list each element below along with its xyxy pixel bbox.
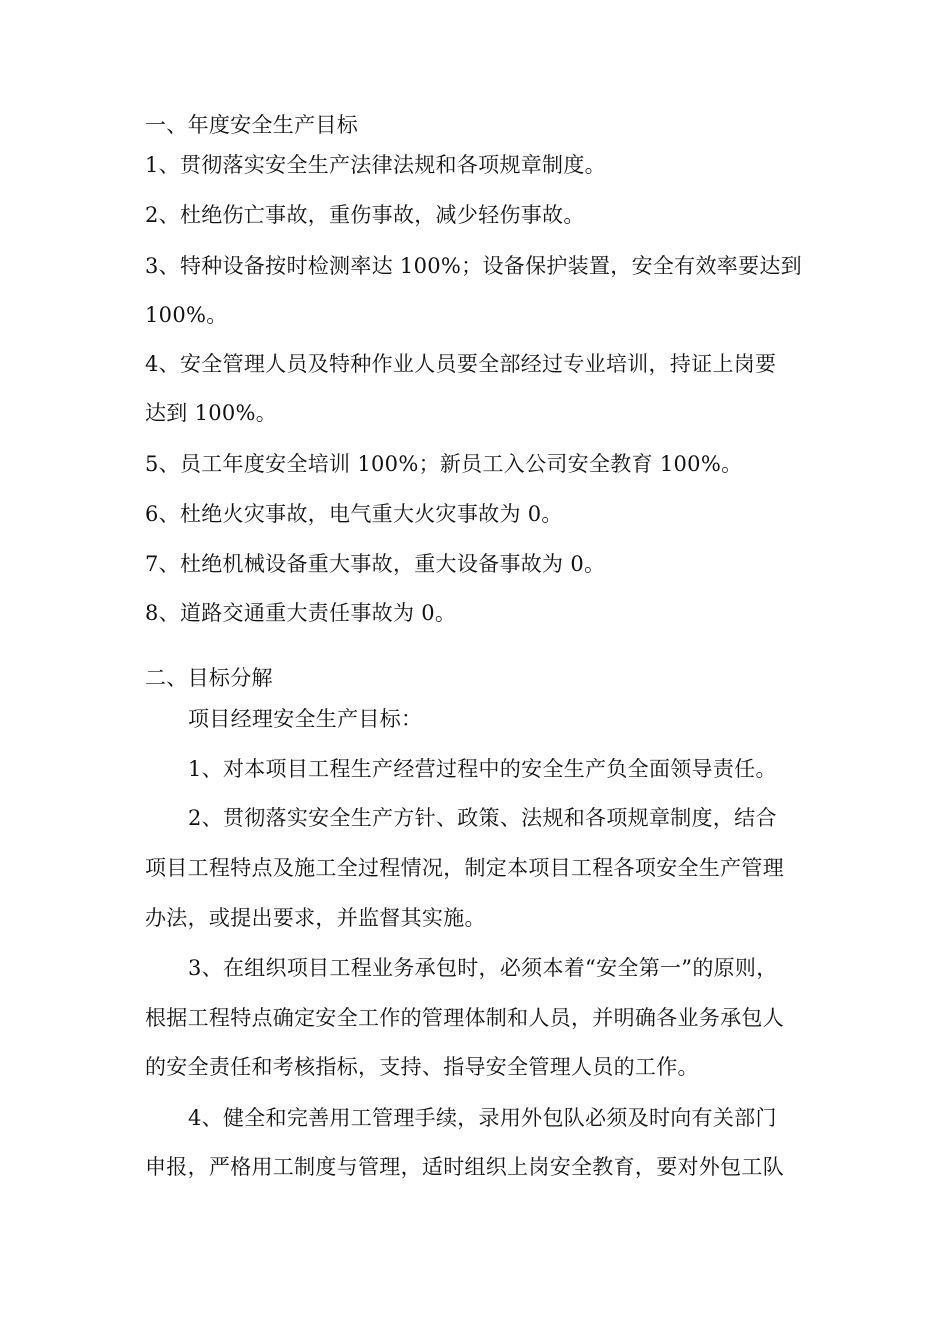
goal-line-7: 7、杜绝机械设备重大事故，重大设备事故为 0。: [145, 552, 606, 576]
goal-line-4: 4、安全管理人员及特种作业人员要全部经过专业培训，持证上岗要: [145, 352, 777, 376]
manager-line-2-cont-2: 办法，或提出要求，并监督其实施。: [145, 906, 486, 930]
manager-line-4: 4、健全和完善用工管理手续，录用外包队必须及时向有关部门: [188, 1106, 777, 1130]
section-2-subheading: 项目经理安全生产目标：: [188, 707, 423, 731]
goal-line-4-cont: 达到 100%。: [145, 401, 278, 425]
section-2-heading: 二、目标分解: [145, 666, 273, 690]
goal-line-3-cont: 100%。: [145, 303, 228, 327]
goal-line-2: 2、杜绝伤亡事故，重伤事故，减少轻伤事故。: [145, 203, 585, 227]
goal-line-5: 5、员工年度安全培训 100%；新员工入公司安全教育 100%。: [145, 452, 743, 476]
manager-line-3-cont-1: 根据工程特点确定安全工作的管理体制和人员，并明确各业务承包人: [145, 1006, 784, 1030]
manager-line-1: 1、对本项目工程生产经营过程中的安全生产负全面领导责任。: [188, 757, 777, 781]
manager-line-3: 3、在组织项目工程业务承包时，必须本着“安全第一”的原则，: [188, 956, 778, 980]
manager-line-3-cont-2: 的安全责任和考核指标，支持、指导安全管理人员的工作。: [145, 1055, 699, 1079]
section-1-heading: 一、年度安全生产目标: [145, 113, 358, 137]
goal-line-3: 3、特种设备按时检测率达 100%；设备保护装置，安全有效率要达到: [145, 254, 802, 278]
manager-line-4-cont: 申报，严格用工制度与管理，适时组织上岗安全教育，要对外包工队: [145, 1155, 784, 1179]
manager-line-2-cont-1: 项目工程特点及施工全过程情况，制定本项目工程各项安全生产管理: [145, 856, 784, 880]
goal-line-8: 8、道路交通重大责任事故为 0。: [145, 601, 457, 625]
goal-line-6: 6、杜绝火灾事故，电气重大火灾事故为 0。: [145, 502, 563, 526]
goal-line-1: 1、贯彻落实安全生产法律法规和各项规章制度。: [145, 153, 606, 177]
manager-line-2: 2、贯彻落实安全生产方针、政策、法规和各项规章制度，结合: [188, 806, 777, 830]
